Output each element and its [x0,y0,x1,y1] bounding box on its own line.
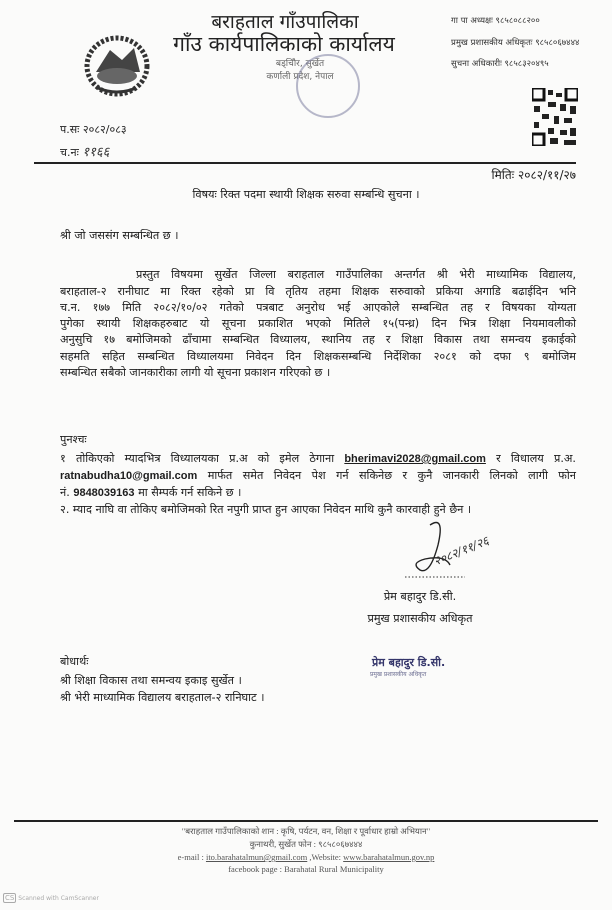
footer-email-link[interactable]: ito.barahatalmun@gmail.com [205,852,308,862]
cc-item: श्री भेरी माध्यामिक विद्यालय बराहताल-२ रानिघाट । [60,691,265,704]
cn-label: च.नः [60,146,79,159]
header-divider [34,162,576,164]
letter-subject: विषयः रिक्त पदमा स्थायी शिक्षक सरुवा सम्बन्धि सुचना । [192,188,420,201]
contact-cao: प्रमुख प्रशासकीय अधिकृतः ९८५८०६७४४४ [451,38,580,48]
body-line: पुगेका स्थायी शिक्षकहरुबाट यो सूचना प्रकाशित भएको मितिले १५(पन्ध्र) दिन भित्र शिक्षा नियमावलीको [60,317,576,330]
email-label: e-mail : [177,852,204,862]
ps-text: मा सैम्पर्क गर्न सकिने छ । [138,486,242,499]
ps-text: १ तोकिएको म्यादभित्र विध्यालयका प्र.अ को इमेल ठेगाना [60,452,335,465]
ps-text: नं. [60,486,70,499]
website-label: ,Website: [309,852,342,862]
footer-website-link[interactable]: www.barahatalmun.gov.np [343,852,435,862]
footer-motto: "बराहताल गाउँपालिकाको शान : कृषि, पर्यटन, वन, शिक्षा र पूर्वाधार हाम्रो अभियान" [181,826,431,836]
footer-divider [14,820,598,822]
letter-ref-cn [60,142,109,160]
postscript-heading: पुनश्चः [60,433,87,446]
contact-chairperson: गा पा अध्यक्षः ९८५८०८८२०० [451,16,540,26]
office-address-line2: कर्णाली प्रदेश, नेपाल [266,72,334,82]
postscript-item1-line3 [60,485,241,500]
letter-date: मितिः २०८२/११/२७ [491,168,576,182]
office-stamp [296,54,360,118]
cc-item: श्री शिक्षा विकास तथा समन्वय इकाइ सुर्खेत । [60,674,242,687]
contact-phone: 9848039163 [73,487,135,499]
scanner-watermark [3,893,99,903]
postscript-item2: २. म्याद नाघि वा तोकिए बमोजिमको रित नपुगी प्राप्त हुन आएका निवेदन माथि कुनै कारवाही हुने छैन । [60,503,472,516]
body-line: अनुसुचि १७ बमोजिमको ढाँचामा सम्बन्धित विध्यालय, स्थानिय तह र शिक्षा विकास तथा समन्वय इकाईको [60,333,576,346]
nepal-emblem-icon [82,32,152,98]
footer-contact [0,852,612,862]
body-line: बराहताल-२ रानीघाट मा रिक्त रहेको प्रा वि तृतिय तहमा शिक्षक सरुवाको प्रकिया अगाडि बढाईदिन भनि [60,285,576,298]
postscript-item1-line1 [60,451,576,466]
office-title-line2: गाँउ कार्यपालिकाको कार्यालय [173,32,395,56]
contact-info-officer: सुचना अधिकारीः ९८५८३२०४९५ [451,59,549,69]
camscanner-logo-icon: CS [5,894,15,902]
letter-ref-ps: प.सः २०८२/०८३ [60,123,127,136]
school-email-link[interactable]: bherimavi2028@gmail.com [344,453,486,465]
footer-facebook: facebook page : Barahatal Rural Municipality [228,864,384,874]
body-line: सम्बन्धित सबैको जानकारीका लागी यो सूचना प्रकाशन गरिएको छ । [60,366,331,379]
office-title-line1: बराहताल गाँउपालिका [211,11,359,33]
qr-code-icon [532,88,578,146]
body-line: च.न. १७७ मिति २०८२/१०/०२ गतेको पत्रबाट अनुरोध भई आएकोले सम्बन्धित तह र विषयका योग्यता [60,301,576,314]
ps-text: मार्फत समेत निवेदन पेश गर्न सकिनेछ र कुनै जानकारी लिनको लागी फोन [207,469,576,482]
body-line: प्रस्तुत विषयमा सुर्खेत जिल्ला बराहताल गाउँपालिका अन्तर्गत श्री भेरी माध्यामिक विद्यालय, [136,268,576,281]
name-stamp: प्रेम बहादुर डि.सी. [372,656,446,669]
cn-value: ११६६ [82,145,110,160]
head-teacher-email[interactable]: ratnabudha10@gmail.com [60,470,198,482]
signatory-name: प्रेम बहादुर डि.सी. [383,590,457,603]
signatory-title: प्रमुख प्रशासकीय अधिकृत [367,612,473,625]
signature-date: २०८२/११/२६ [431,533,491,569]
postscript-item1-line2 [60,468,576,483]
office-address-line1: बड्चिौर, सुर्खेत [275,59,325,69]
name-stamp-title: प्रमुख प्रशासकीय अधिकृत [370,671,427,678]
cc-heading: बोधार्थः [60,655,89,668]
ps-text: र विधालय प्र.अ. [496,452,576,465]
watermark-text: Scanned with CamScanner [18,895,99,902]
body-line: सहमति सहित सम्बन्धित विध्यालयमा निवेदन दिन शिक्षकसम्बन्धि निर्देशिका २०८१ को दफा ९ बमोजिम [60,350,576,363]
salutation: श्री जो जससंग सम्बन्धित छ । [60,229,179,242]
footer-address: कुनाथरी, सुर्खेत फोन : ९८५८०६७४४४ [249,839,363,849]
